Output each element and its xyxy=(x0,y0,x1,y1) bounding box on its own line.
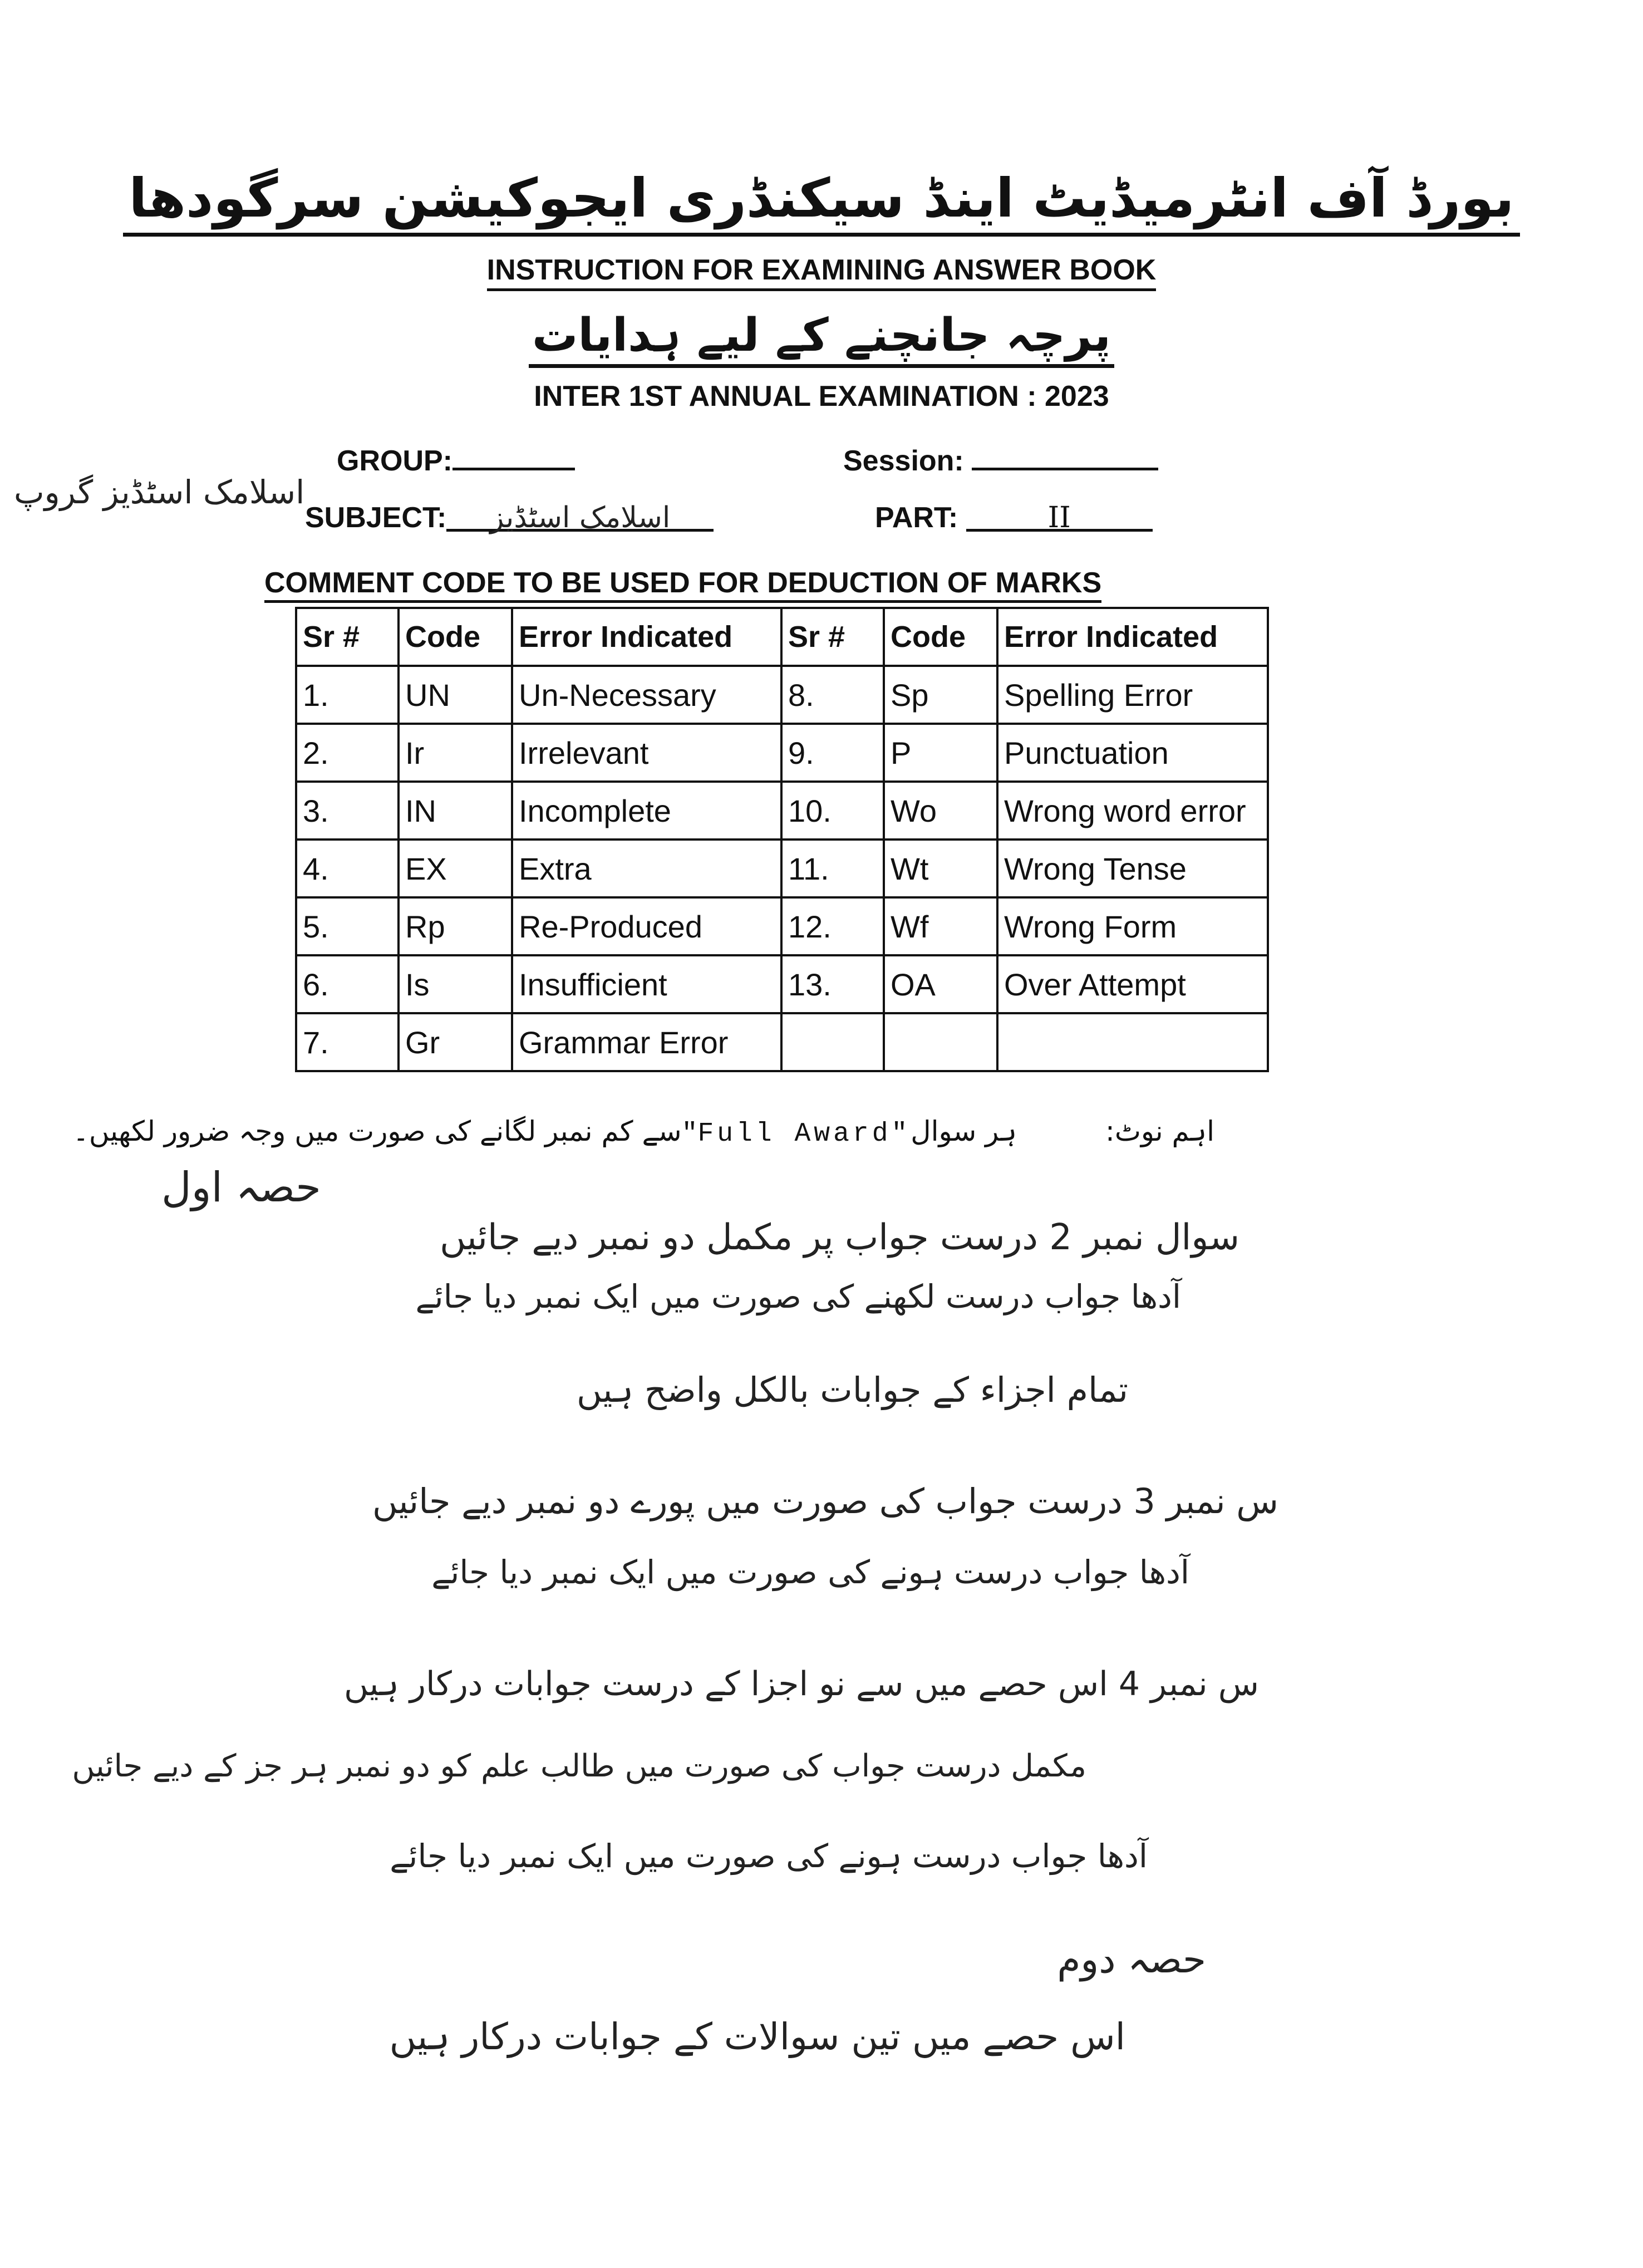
table-row xyxy=(296,724,1268,782)
note-label: اہم نوٹ: xyxy=(1105,1115,1214,1147)
cell: 5. xyxy=(296,897,399,955)
exam-title: INTER 1ST ANNUAL EXAMINATION : 2023 xyxy=(534,380,1109,413)
part-value: II xyxy=(1047,501,1071,534)
session-blank[interactable] xyxy=(972,440,1158,470)
q4-line-3: آدھا جواب درست ہونے کی صورت میں ایک نمبر دیا جائے xyxy=(390,1837,1148,1875)
cell: Rp xyxy=(399,897,512,955)
cell: 12. xyxy=(781,897,884,955)
cell: Wt xyxy=(884,840,997,897)
table-row xyxy=(296,1013,1268,1071)
note-full-award: "Full Award" xyxy=(681,1119,911,1149)
header-error-2: Error Indicated xyxy=(997,608,1268,666)
cell: Gr xyxy=(399,1013,512,1071)
comment-code-title-text: COMMENT CODE TO BE USED FOR DEDUCTION OF MARKS xyxy=(264,567,1101,603)
subject-field xyxy=(305,501,714,534)
cell: 2. xyxy=(296,724,399,782)
instruction-title-text: INSTRUCTION FOR EXAMINING ANSWER BOOK xyxy=(487,254,1157,291)
header-code: Code xyxy=(399,608,512,666)
cell: UN xyxy=(399,666,512,724)
cell: 4. xyxy=(296,840,399,897)
comment-code-title xyxy=(264,566,1101,600)
subject-label: SUBJECT: xyxy=(305,502,447,534)
instruction-title xyxy=(0,253,1643,287)
subject-blank[interactable] xyxy=(446,501,714,532)
section-one-heading: حصہ اول xyxy=(161,1164,321,1211)
cell: Grammar Error xyxy=(512,1013,781,1071)
board-title-urdu-text: بورڈ آف انٹرمیڈیٹ اینڈ سیکنڈری ایجوکیشن سرگودھا xyxy=(123,167,1519,237)
cell: IN xyxy=(399,782,512,840)
q4-line-1: س نمبر 4 اس حصے میں سے نو اجزا کے درست جوابات درکار ہیں xyxy=(343,1665,1259,1704)
q2-line-1: سوال نمبر 2 درست جواب پر مکمل دو نمبر دیے جائیں xyxy=(440,1217,1239,1258)
q2-line-3: تمام اجزاء کے جوابات بالکل واضح ہیں xyxy=(576,1369,1128,1410)
group-field xyxy=(337,440,575,478)
cell: Wf xyxy=(884,897,997,955)
s2-line-1: اس حصے میں تین سوالات کے جوابات درکار ہیں xyxy=(389,2015,1125,2058)
part-blank[interactable] xyxy=(966,501,1153,532)
cell: 13. xyxy=(781,955,884,1013)
cell: Extra xyxy=(512,840,781,897)
cell xyxy=(884,1013,997,1071)
margin-subject-note: اسلامک اسٹڈیز گروپ xyxy=(14,473,305,511)
table-row xyxy=(296,782,1268,840)
important-note xyxy=(73,1115,1214,1149)
cell: EX xyxy=(399,840,512,897)
cell: 8. xyxy=(781,666,884,724)
cell: 6. xyxy=(296,955,399,1013)
cell: 1. xyxy=(296,666,399,724)
cell: Is xyxy=(399,955,512,1013)
q3-line-1: س نمبر 3 درست جواب کی صورت میں پورے دو نمبر دیے جائیں xyxy=(372,1481,1278,1521)
cell xyxy=(997,1013,1268,1071)
part-label: PART: xyxy=(875,502,958,534)
session-label: Session: xyxy=(843,445,964,477)
header-sr: Sr # xyxy=(296,608,399,666)
cell: OA xyxy=(884,955,997,1013)
cell: Wrong Form xyxy=(997,897,1268,955)
section-two-heading: حصہ دوم xyxy=(1057,1938,1206,1982)
session-field xyxy=(843,440,1158,478)
cell: 3. xyxy=(296,782,399,840)
cell: Spelling Error xyxy=(997,666,1268,724)
cell: Sp xyxy=(884,666,997,724)
instruction-title-urdu-text: پرچہ جانچنے کے لیے ہدایات xyxy=(529,309,1114,368)
group-blank[interactable] xyxy=(452,440,575,470)
note-text-before: ہر سوال xyxy=(911,1115,1017,1147)
table-header-row xyxy=(296,608,1268,666)
cell: Irrelevant xyxy=(512,724,781,782)
cell: P xyxy=(884,724,997,782)
cell xyxy=(781,1013,884,1071)
q2-line-2: آدھا جواب درست لکھنے کی صورت میں ایک نمبر دیا جائے xyxy=(415,1278,1181,1315)
cell: Ir xyxy=(399,724,512,782)
instruction-title-urdu xyxy=(0,309,1643,362)
header-code-2: Code xyxy=(884,608,997,666)
comment-code-table xyxy=(295,607,1269,1072)
cell: Re-Produced xyxy=(512,897,781,955)
group-label: GROUP: xyxy=(337,445,452,477)
cell: 7. xyxy=(296,1013,399,1071)
table-row xyxy=(296,666,1268,724)
cell: Wo xyxy=(884,782,997,840)
note-text-after: سے کم نمبر لگانے کی صورت میں وجہ ضرور لکھیں۔ xyxy=(72,1115,682,1147)
table-row xyxy=(296,840,1268,897)
cell: Punctuation xyxy=(997,724,1268,782)
header-sr-2: Sr # xyxy=(781,608,884,666)
cell: 10. xyxy=(781,782,884,840)
header-error: Error Indicated xyxy=(512,608,781,666)
cell: Incomplete xyxy=(512,782,781,840)
table-row xyxy=(296,955,1268,1013)
cell: Wrong Tense xyxy=(997,840,1268,897)
cell: Un-Necessary xyxy=(512,666,781,724)
cell: Over Attempt xyxy=(997,955,1268,1013)
q3-line-2: آدھا جواب درست ہونے کی صورت میں ایک نمبر دیا جائے xyxy=(431,1553,1189,1591)
table-row xyxy=(296,897,1268,955)
subject-value: اسلامک اسٹڈیز xyxy=(490,501,671,534)
cell: Insufficient xyxy=(512,955,781,1013)
q4-line-2: مکمل درست جواب کی صورت میں طالب علم کو دو نمبر ہر جز کے دیے جائیں xyxy=(72,1748,1086,1784)
cell: 9. xyxy=(781,724,884,782)
board-title-urdu xyxy=(0,167,1643,229)
part-field xyxy=(875,501,1153,534)
cell: 11. xyxy=(781,840,884,897)
cell: Wrong word error xyxy=(997,782,1268,840)
